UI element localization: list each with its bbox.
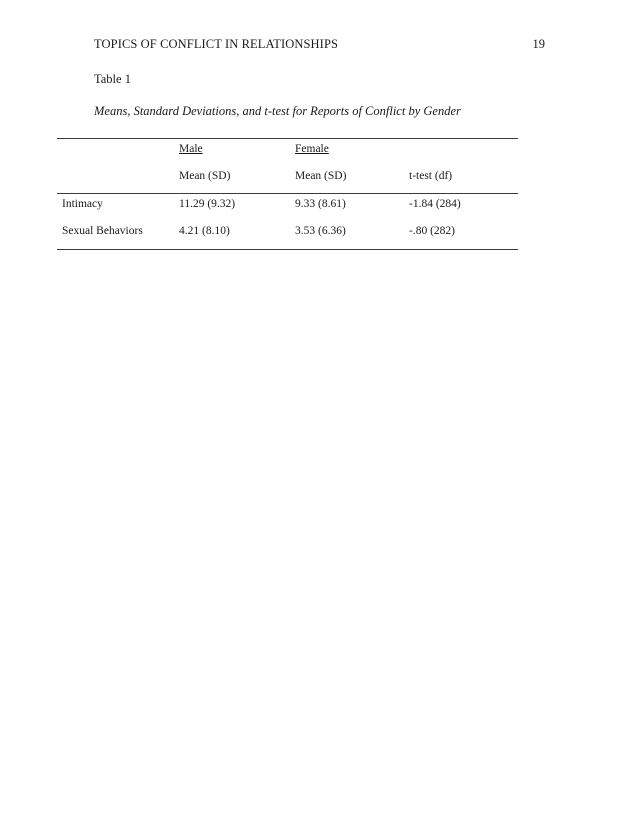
male-value: 4.21 (8.10)	[179, 225, 230, 237]
row-label: Intimacy	[62, 198, 103, 210]
table-top-rule	[57, 138, 518, 139]
column-header-ttest: t-test (df)	[409, 170, 453, 182]
table-title: Means, Standard Deviations, and t-test for Reports of Conflict by Gender	[94, 104, 461, 118]
page-number: 19	[532, 37, 545, 51]
male-value: 11.29 (9.32)	[179, 198, 236, 210]
column-header-female-mean: Mean (SD)	[295, 170, 347, 182]
group-header-male: Male	[179, 143, 203, 155]
table-label: Table 1	[94, 72, 131, 86]
group-header-female: Female	[295, 143, 329, 155]
ttest-value: -.80 (282)	[409, 225, 455, 237]
female-value: 9.33 (8.61)	[295, 198, 346, 210]
column-header-male-mean: Mean (SD)	[179, 170, 231, 182]
female-value: 3.53 (6.36)	[295, 225, 346, 237]
running-head: TOPICS OF CONFLICT IN RELATIONSHIPS	[94, 37, 339, 51]
table-bottom-rule	[57, 249, 518, 250]
ttest-value: -1.84 (284)	[409, 198, 461, 210]
row-label: Sexual Behaviors	[62, 225, 143, 237]
table-header-rule	[57, 193, 518, 194]
